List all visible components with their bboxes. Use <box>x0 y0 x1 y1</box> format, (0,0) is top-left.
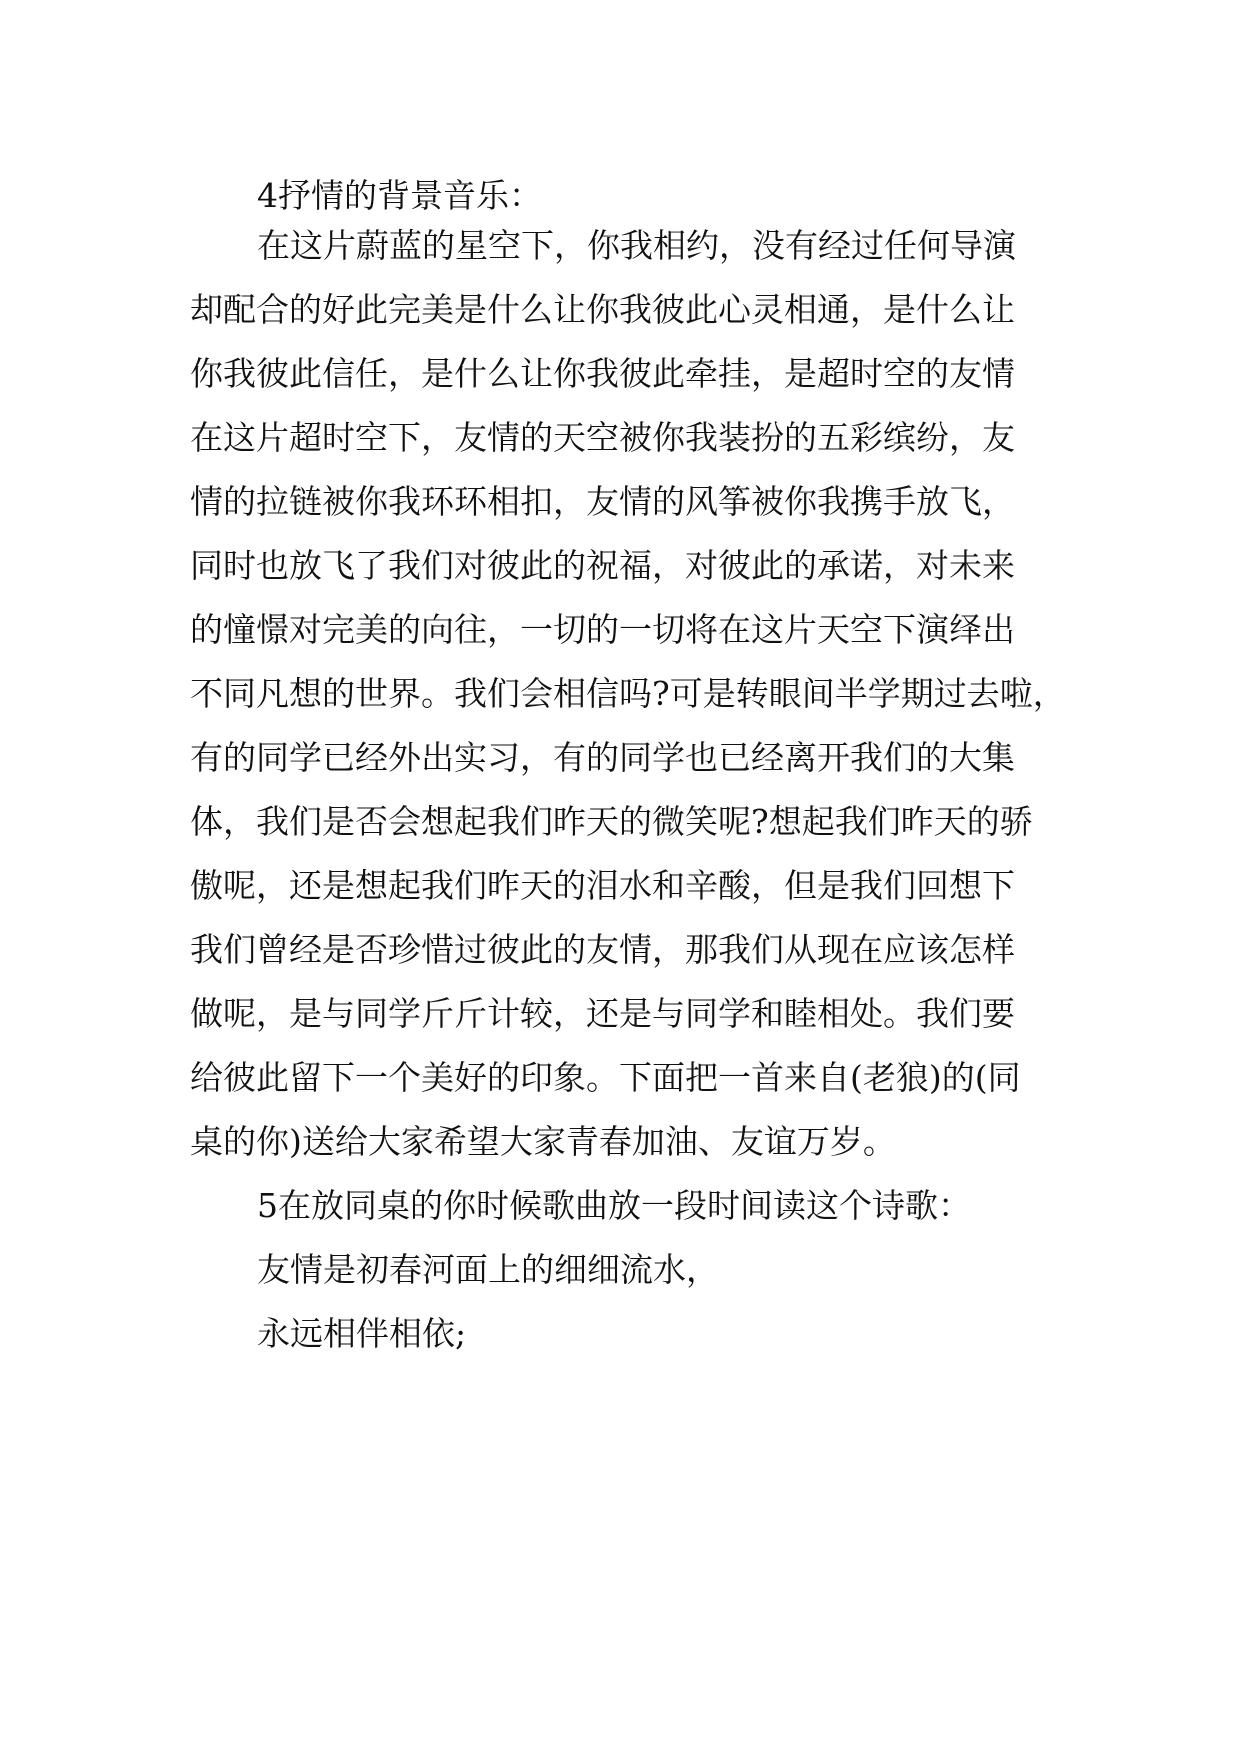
poem-line: 友情是初春河面上的细细流水， <box>257 1250 719 1289</box>
paragraph-line: 的憧憬对完美的向往，一切的一切将在这片天空下演绎出 <box>190 610 1015 649</box>
poem-line: 永远相伴相依; <box>257 1314 467 1353</box>
paragraph-line: 我们曾经是否珍惜过彼此的友情，那我们从现在应该怎样 <box>190 930 1015 969</box>
paragraph-line: 却配合的好此完美是什么让你我彼此心灵相通，是什么让 <box>190 290 1015 329</box>
paragraph-line: 你我彼此信任，是什么让你我彼此牵挂，是超时空的友情 <box>190 354 1015 393</box>
paragraph-line: 不同凡想的世界。我们会相信吗?可是转眼间半学期过去啦， <box>190 674 1066 713</box>
paragraph-line: 体，我们是否会想起我们昨天的微笑呢?想起我们昨天的骄 <box>190 802 1033 841</box>
paragraph-line: 同时也放飞了我们对彼此的祝福，对彼此的承诺，对未来 <box>190 546 1015 585</box>
heading-5: 5在放同桌的你时候歌曲放一段时间读这个诗歌： <box>257 1186 971 1225</box>
paragraph-line: 在这片超时空下，友情的天空被你我装扮的五彩缤纷，友 <box>190 418 1015 457</box>
paragraph-line: 在这片蔚蓝的星空下，你我相约，没有经过任何导演 <box>257 226 1016 265</box>
paragraph-line: 给彼此留下一个美好的印象。下面把一首来自(老狼)的(同 <box>190 1058 1021 1097</box>
paragraph-line: 情的拉链被你我环环相扣，友情的风筝被你我携手放飞， <box>190 482 1015 521</box>
paragraph-line: 桌的你)送给大家希望大家青春加油、友谊万岁。 <box>190 1122 896 1161</box>
paragraph-line: 有的同学已经外出实习，有的同学也已经离开我们的大集 <box>190 738 1015 777</box>
heading-4: 4抒情的背景音乐： <box>257 176 542 215</box>
paragraph-line: 傲呢，还是想起我们昨天的泪水和辛酸，但是我们回想下 <box>190 866 1015 905</box>
paragraph-line: 做呢，是与同学斤斤计较，还是与同学和睦相处。我们要 <box>190 994 1015 1033</box>
